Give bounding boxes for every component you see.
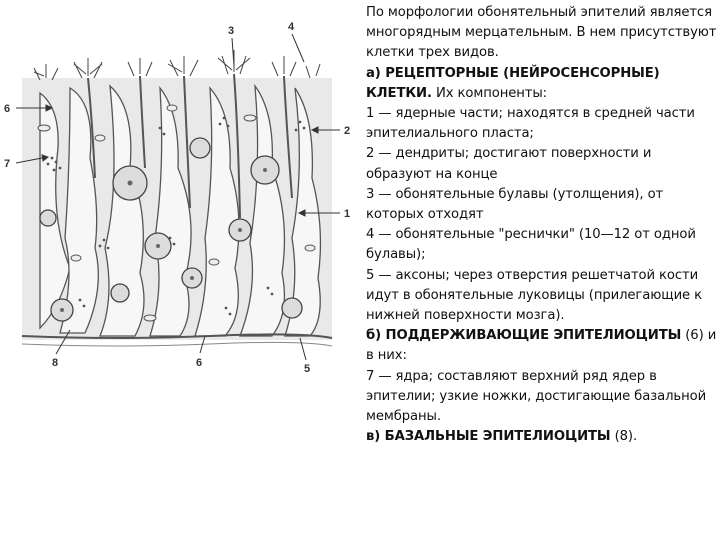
section-c bbox=[366, 427, 718, 447]
item-5: 5 — аксоны; через отверстия решетчатой кости идут в обонятельные луковицы (прилегающие к нижней поверхности мозга). bbox=[366, 267, 703, 324]
cilia-tufts bbox=[34, 50, 320, 80]
description-text bbox=[366, 3, 718, 447]
figure-label-6-bottom: 6 bbox=[196, 357, 203, 369]
section-c-tail: (8). bbox=[610, 429, 638, 445]
section-b bbox=[366, 326, 718, 366]
section-a bbox=[366, 64, 718, 104]
item-7: 7 — ядра; составляют верхний ряд ядер в эпителии; узкие ножки, достигающие базальной мембраны. bbox=[366, 368, 707, 425]
intro-paragraph: По морфологии обонятельный эпителий является многорядным мерцательным. В нем присутствуют клетки трех видов. bbox=[366, 5, 717, 61]
item-2: 2 — дендриты; достигают поверхности и образуют на конце bbox=[366, 146, 652, 182]
figure-label-8: 8 bbox=[52, 357, 59, 369]
item-4: 4 — обонятельные "реснички" (10—12 от одной булавы); bbox=[366, 227, 696, 263]
olfactory-epithelium-figure bbox=[0, 18, 360, 378]
figure-label-2: 2 bbox=[344, 125, 351, 137]
figure-label-7: 7 bbox=[4, 158, 11, 170]
figure-label-5: 5 bbox=[304, 363, 311, 375]
epithelium-drawing bbox=[0, 18, 360, 378]
figure-label-1: 1 bbox=[344, 208, 351, 220]
figure-label-3: 3 bbox=[228, 25, 235, 37]
item-1: 1 — ядерные части; находятся в средней части эпителиального пласта; bbox=[366, 106, 695, 142]
figure-label-4: 4 bbox=[288, 21, 295, 33]
section-a-tail: Их компоненты: bbox=[431, 85, 547, 101]
item-3: 3 — обонятельные булавы (утолщения), от которых отходят bbox=[366, 186, 664, 223]
section-b-tail: (6) и в них: bbox=[366, 328, 717, 364]
section-a-heading: а) РЕЦЕПТОРНЫЕ (НЕЙРОСЕНСОРНЫЕ) КЛЕТКИ. bbox=[366, 65, 660, 101]
section-b-heading: б) ПОДДЕРЖИВАЮЩИЕ ЭПИТЕЛИОЦИТЫ bbox=[366, 328, 682, 344]
section-c-heading: в) БАЗАЛЬНЫЕ ЭПИТЕЛИОЦИТЫ bbox=[366, 429, 611, 445]
figure-label-6-left: 6 bbox=[4, 103, 11, 115]
